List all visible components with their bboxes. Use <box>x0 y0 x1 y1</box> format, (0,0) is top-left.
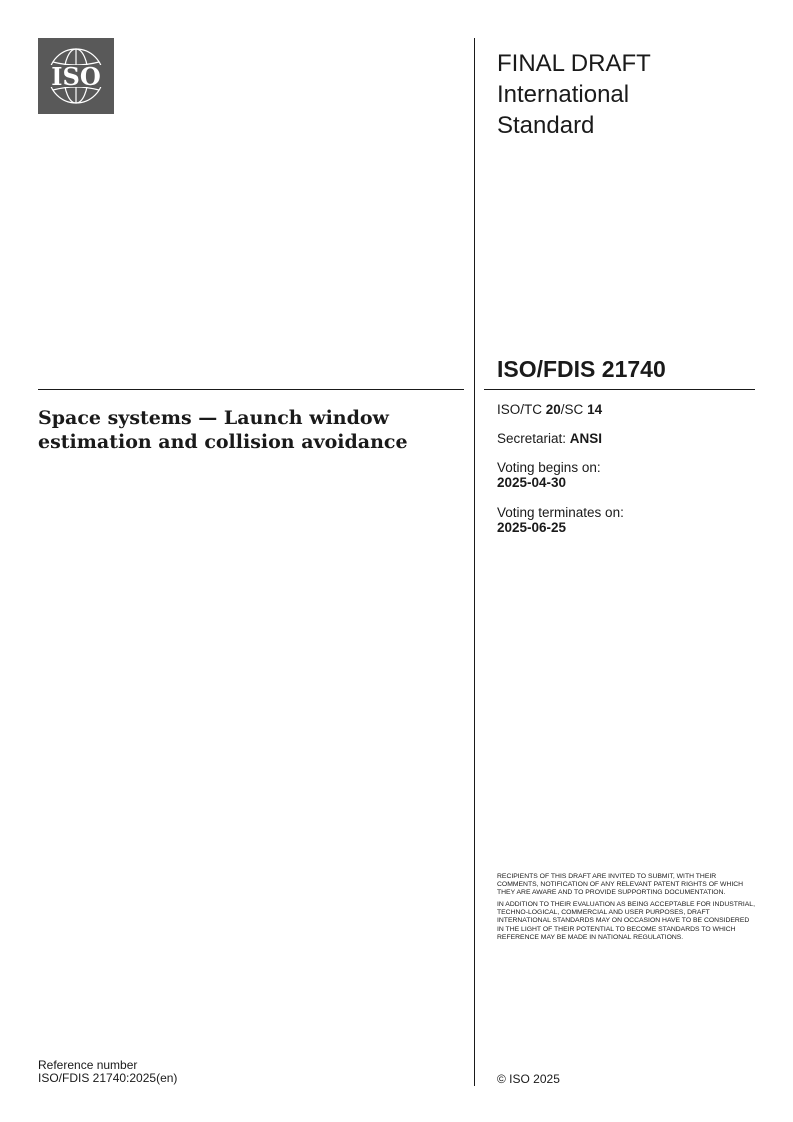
tc-prefix: ISO/TC <box>497 402 546 417</box>
horizontal-divider-right <box>484 389 755 390</box>
voting-begins-date: 2025-04-30 <box>497 475 567 490</box>
document-id: ISO/FDIS 21740 <box>497 356 666 382</box>
sc-number: 14 <box>587 402 603 417</box>
notice-paragraph-2: IN ADDITION TO THEIR EVALUATION AS BEING ACCEPTABLE FOR INDUSTRIAL, TECHNO-LOGICAL, COMMERCIAL AND USER PURPOSES, DRAFT INTERNATIONAL STANDARDS MAY ON OCCASION HAVE TO BE CONSIDERED IN THE LIGHT OF THEIR POTENTIAL TO BECOME STANDARDS TO WHICH REFERENCE MAY BE MADE IN NATIONAL REGULATIONS. <box>497 901 755 941</box>
iso-logo <box>38 38 114 114</box>
reference-label: Reference number <box>38 1058 138 1072</box>
vertical-divider <box>474 38 475 1086</box>
secretariat-label: Secretariat: <box>497 431 570 446</box>
document-title: Space systems — Launch window estimation and collision avoidance <box>38 407 408 453</box>
reference-number <box>38 1059 177 1085</box>
sc-prefix: /SC <box>560 402 588 417</box>
notice-paragraph-1: RECIPIENTS OF THIS DRAFT ARE INVITED TO SUBMIT, WITH THEIR COMMENTS, NOTIFICATION OF ANY RELEVANT PATENT RIGHTS OF WHICH THEY ARE AWARE AND TO PROVIDE SUPPORTING DOCUMENTATION. <box>497 873 744 897</box>
voting-terminates <box>497 505 624 535</box>
secretariat-info <box>497 431 602 446</box>
secretariat-value: ANSI <box>569 431 603 446</box>
draft-notice <box>497 873 757 946</box>
tc-number: 20 <box>545 402 561 417</box>
logo-text: ISO <box>51 62 101 91</box>
voting-begins-label: Voting begins on: <box>497 460 601 475</box>
copyright: © ISO 2025 <box>497 1072 560 1086</box>
committee-info <box>497 402 602 417</box>
iso-globe-icon <box>38 38 114 114</box>
voting-begins <box>497 460 601 490</box>
voting-terminates-label: Voting terminates on: <box>497 505 624 520</box>
stage-line-2: International <box>497 81 630 108</box>
stage-line-3: Standard <box>497 112 595 139</box>
document-stage <box>497 48 651 141</box>
stage-line-1: FINAL DRAFT <box>497 50 651 77</box>
horizontal-divider-left <box>38 389 464 390</box>
reference-value: ISO/FDIS 21740:2025(en) <box>38 1071 178 1085</box>
voting-terminates-date: 2025-06-25 <box>497 520 567 535</box>
